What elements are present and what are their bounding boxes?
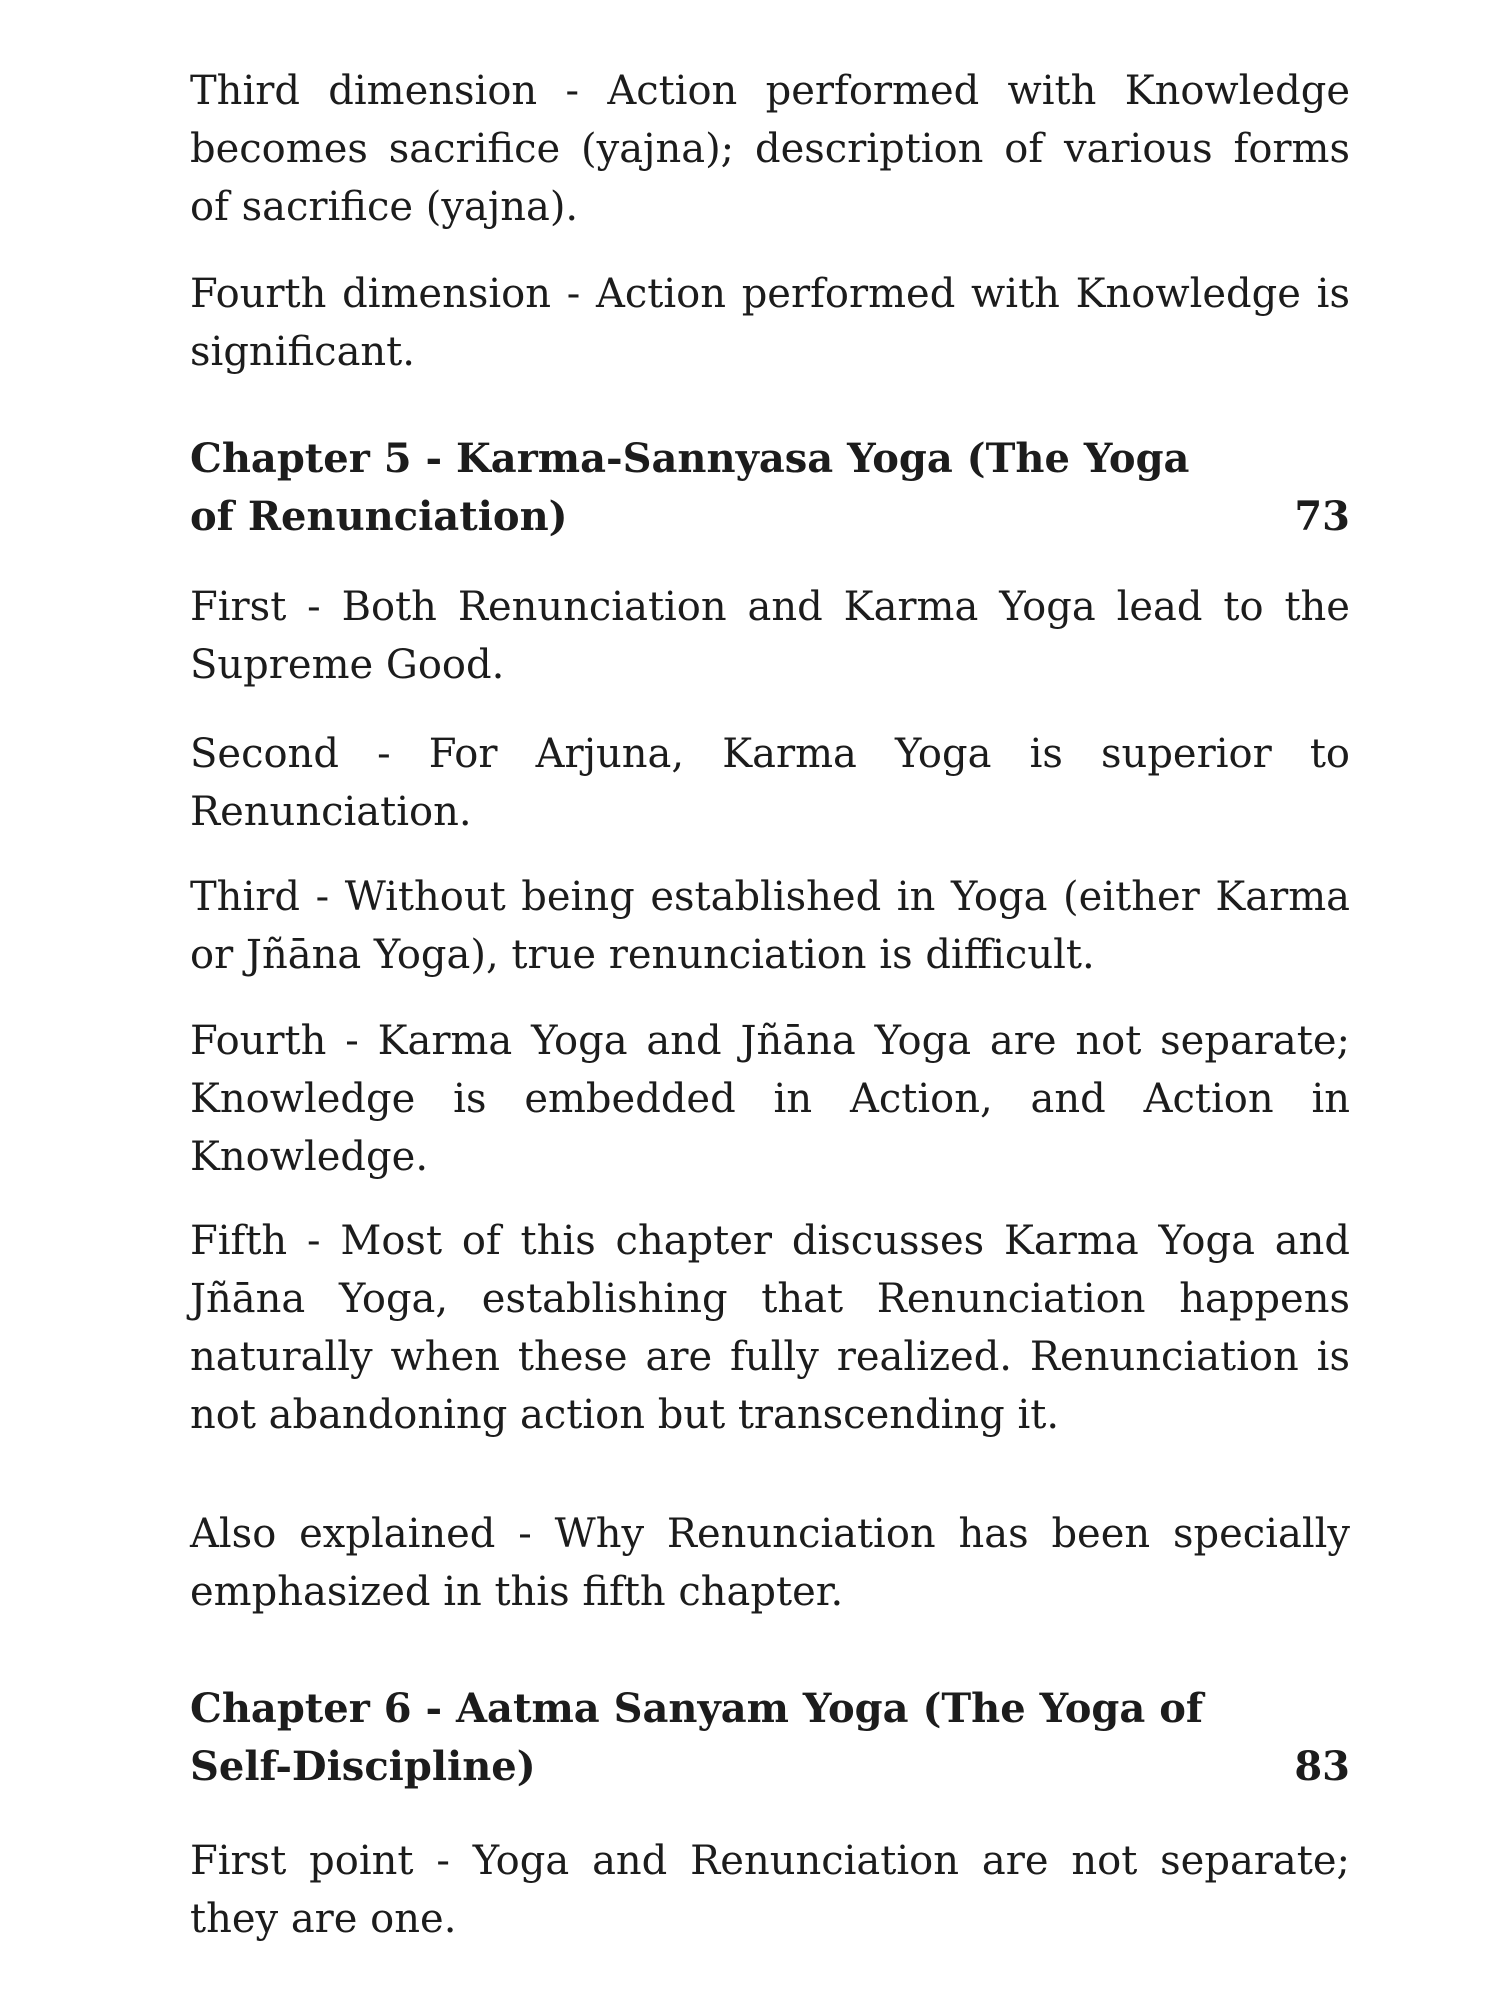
- ch5-point-fifth: [190, 1212, 1350, 1444]
- chapter-6-heading: [190, 1680, 1350, 1796]
- point-label: Fourth dimension: [190, 271, 552, 317]
- separator: -: [495, 1511, 555, 1557]
- point-text: Action performed with Knowledge becomes sacrifice (yajna); description of various forms of sacrifice (yajna).: [190, 68, 1350, 230]
- separator: -: [338, 731, 429, 777]
- point-text: Why Renunciation has been specially emphasized in this fifth chapter.: [190, 1511, 1351, 1615]
- point-label: First: [190, 584, 287, 630]
- point-text: Karma Yoga and Jñāna Yoga are not separate; Knowledge is embedded in Action, and Action in Knowledge.: [190, 1018, 1351, 1180]
- chapter-5-heading: [190, 430, 1350, 546]
- ch5-point-second: [190, 725, 1350, 841]
- point-label: Third dimension: [190, 68, 538, 114]
- ch5-point-third: [190, 868, 1350, 984]
- ch4-fourth-dimension: [190, 265, 1350, 381]
- point-label: Fourth: [190, 1018, 327, 1064]
- point-text: Without being established in Yoga (either Karma or Jñāna Yoga), true renunciation is difficult.: [190, 874, 1350, 978]
- ch5-also-explained: [190, 1505, 1350, 1621]
- separator: -: [537, 68, 608, 114]
- point-label: Fifth: [190, 1218, 288, 1264]
- separator: -: [286, 584, 342, 630]
- point-text: Both Renunciation and Karma Yoga lead to the Supreme Good.: [190, 584, 1350, 688]
- point-text: For Arjuna, Karma Yoga is superior to Renunciation.: [190, 731, 1350, 835]
- chapter-title: Chapter 5 - Karma-Sannyasa Yoga (The Yoga of Renunciation): [190, 435, 1190, 540]
- ch5-point-fourth: [190, 1012, 1350, 1186]
- point-text: Action performed with Knowledge is significant.: [190, 271, 1350, 375]
- separator: -: [326, 1018, 378, 1064]
- point-text: Most of this chapter discusses Karma Yoga and Jñāna Yoga, establishing that Renunciation happens naturally when these are fully realized. Renunciation is not abandoning action but transcending it.: [190, 1218, 1351, 1438]
- point-label: Second: [190, 731, 339, 777]
- separator: -: [299, 874, 345, 920]
- point-label: Third: [190, 874, 300, 920]
- point-label: First point: [190, 1838, 414, 1884]
- ch4-third-dimension: [190, 62, 1350, 236]
- chapter-page-number: 83: [1294, 1743, 1350, 1790]
- chapter-page-number: 73: [1294, 493, 1350, 540]
- chapter-title: Chapter 6 - Aatma Sanyam Yoga (The Yoga of Self-Discipline): [190, 1685, 1204, 1790]
- separator: -: [551, 271, 596, 317]
- ch6-point-first: [190, 1832, 1350, 1948]
- separator: -: [413, 1838, 473, 1884]
- point-text: Yoga and Renunciation are not separate; they are one.: [190, 1838, 1350, 1942]
- separator: -: [287, 1218, 341, 1264]
- point-label: Also explained: [190, 1511, 496, 1557]
- ch5-point-first: [190, 578, 1350, 694]
